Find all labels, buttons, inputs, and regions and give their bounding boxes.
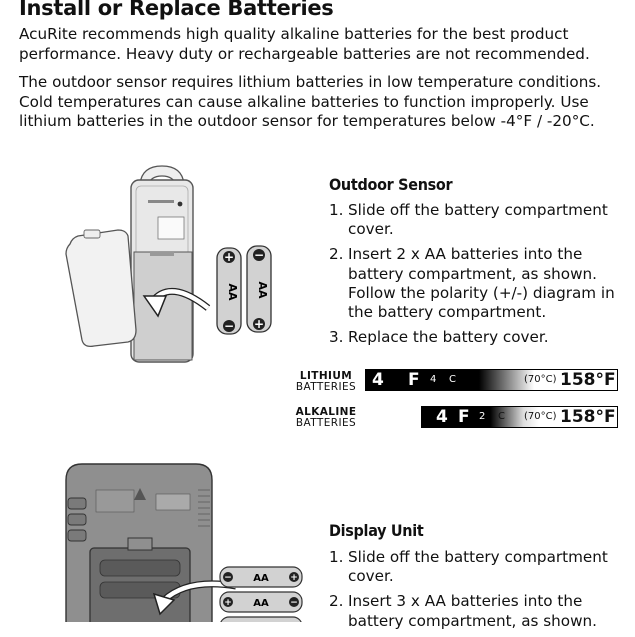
battery-2-label: AA [256, 281, 269, 299]
sensor-battery-compartment [134, 252, 192, 360]
battery-3 [220, 617, 302, 622]
lithium-note-paragraph: The outdoor sensor requires lithium batteries in low temperature conditions. Cold temperatures can cause alkaline batteries to function improperly. Use lithium batteries in the outdoor sensor for temperatures below -4°F / -20°C. [19, 73, 602, 130]
alkaline-label-top: ALKALINE [295, 406, 357, 418]
step-number: 1. [329, 201, 344, 219]
step-text: Replace the battery cover. [348, 328, 549, 347]
reset-button-icon [178, 202, 183, 207]
intro-paragraph: AcuRite recommends high quality alkaline batteries for the best product performance. Heavy duty or rechargeable batteries are not recommended. [19, 25, 590, 63]
display-unit-illustration [60, 460, 310, 622]
lithium-low-c: 4 [430, 374, 437, 385]
alkaline-temp-range-bar [421, 406, 618, 428]
step-number: 1. [329, 548, 344, 566]
battery-2 [220, 592, 302, 612]
svg-text:−: − [224, 573, 232, 583]
lithium-high-c: (70°C) [524, 374, 557, 385]
display-unit-steps [329, 548, 629, 637]
battery-1-label: AA [226, 283, 239, 301]
battery-1 [220, 567, 302, 587]
step-text: Slide off the battery compartment cover. [348, 548, 608, 586]
step-number: 2. [329, 592, 344, 611]
lithium-temp-range-bar [365, 369, 618, 391]
lithium-label-top: LITHIUM [299, 370, 353, 382]
lithium-label [294, 371, 358, 393]
fcc-label [156, 494, 190, 510]
step-text: Insert 2 x AA batteries into the battery compartment, as shown. Follow the polarity (+/-) diagram in the battery compartment. [348, 245, 615, 322]
sensor-battery-cover [66, 230, 136, 346]
list-item [329, 592, 629, 630]
alkaline-low-f-unit: F [458, 407, 470, 427]
step-text: Insert 3 x AA batteries into the battery compartment, as shown. [348, 592, 597, 630]
lithium-label-bottom: BATTERIES [295, 381, 357, 393]
sensor-label [158, 217, 184, 239]
battery-1 [217, 248, 241, 334]
battery-2-label: AA [253, 598, 269, 609]
alkaline-low-c: 2 [479, 411, 486, 422]
alkaline-high-c: (70°C) [524, 411, 557, 422]
display-unit-text-label [96, 490, 134, 512]
svg-text:−: − [290, 598, 298, 608]
battery-1-label: AA [253, 573, 269, 584]
alkaline-label [294, 407, 358, 429]
svg-text:−: − [253, 248, 265, 262]
lithium-low-f: 4 [372, 370, 384, 390]
lithium-low-f-unit: F [408, 370, 420, 390]
outdoor-sensor-steps [329, 201, 629, 353]
step-number: 2. [329, 245, 344, 264]
step-text: Slide off the battery compartment cover. [348, 201, 608, 239]
alkaline-label-bottom: BATTERIES [295, 417, 357, 429]
page-title: Install or Replace Batteries [19, 0, 334, 20]
lithium-high-f: 158°F [560, 370, 616, 390]
list-item [329, 548, 629, 586]
battery-2 [247, 246, 271, 332]
step-number: 3. [329, 328, 344, 347]
alkaline-high-f: 158°F [560, 407, 616, 427]
list-item [329, 328, 629, 347]
list-item [329, 245, 629, 322]
alkaline-low-c-unit: C [498, 411, 505, 422]
svg-text:+: + [223, 250, 235, 264]
display-unit-heading: Display Unit [329, 521, 424, 540]
lithium-low-c-unit: C [449, 374, 456, 385]
svg-text:+: + [290, 573, 298, 583]
svg-text:+: + [224, 598, 232, 608]
outdoor-sensor-heading: Outdoor Sensor [329, 175, 453, 194]
svg-text:+: + [253, 317, 265, 331]
outdoor-sensor-illustration [58, 160, 283, 370]
list-item [329, 201, 629, 239]
alkaline-low-f: 4 [436, 407, 448, 427]
svg-text:−: − [223, 319, 235, 333]
